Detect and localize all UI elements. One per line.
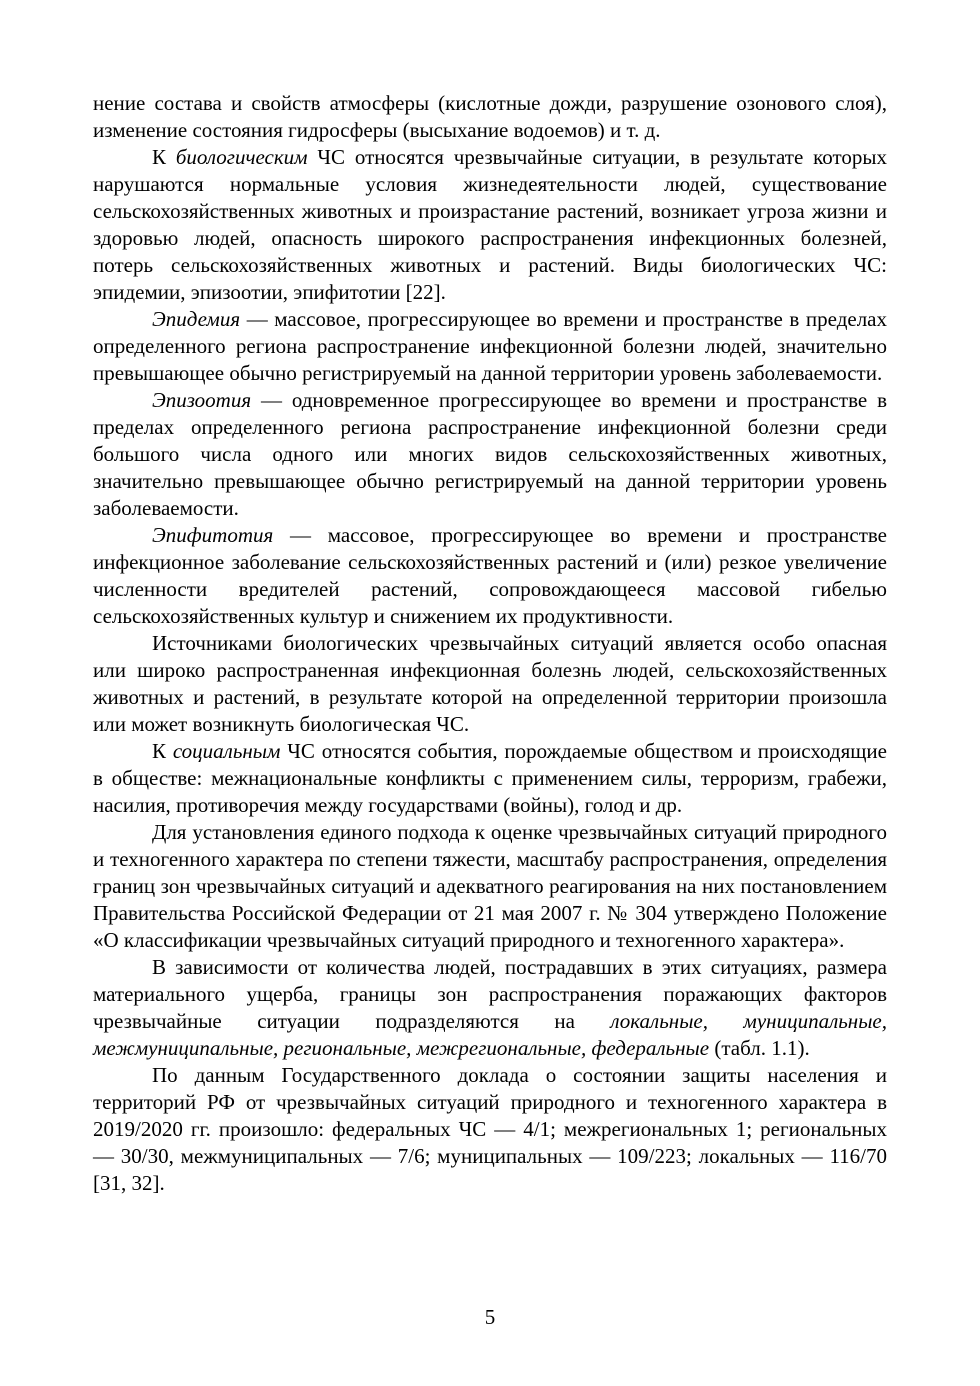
- page-number: 5: [484, 1305, 496, 1329]
- term-epidemic: Эпидемия: [152, 307, 241, 331]
- paragraph-biological-es: К биологическим ЧС относятся чрезвычайные ситуации, в результате которых нарушаются нормальные условия жизнедеятельности людей, существование сельскохозяйственных животных и произрастание растений, возникает угроза жизни и здоровью людей, опасность широкого распространения инфекционных болезней, потерь сельскохозяйственных животных и растений. Виды биологических ЧС: эпидемии, эпизоотии, эпифитотии [22].: [93, 145, 887, 304]
- document-page: [93, 90, 887, 1197]
- term-epizootic: Эпизоотия: [152, 388, 252, 412]
- term-categories: локальные, муниципальные, межмуниципальные, региональные, межрегиональные, федеральные: [93, 1009, 887, 1060]
- paragraph-atmosphere-continuation: нение состава и свойств атмосферы (кислотные дожди, разрушение озонового слоя), изменение состояния гидросферы (высыхание водоемов) и т. д.: [93, 91, 887, 142]
- paragraph-classification-regulation: Для установления единого подхода к оценке чрезвычайных ситуаций природного и техногенного характера по степени тяжести, масштабу распространения, определения границ зон чрезвычайных ситуаций и адекватного реагирования на них постановлением Правительства Российской Федерации от 21 мая 2007 г. № 304 утверждено Положение «О классификации чрезвычайных ситуаций природного и техногенного характера».: [93, 820, 887, 952]
- paragraph-epizootic: Эпизоотия — одновременное прогрессирующее во времени и пространстве в пределах определенного региона распространение инфекционной болезни среди большого числа одного или многих видов сельскохозяйственных животных, значительно превышающее обычно регистрируемый на данной территории уровень заболеваемости.: [93, 388, 887, 520]
- paragraph-biological-sources: Источниками биологических чрезвычайных ситуаций является особо опасная или широко распространенная инфекционная болезнь людей, сельскохозяйственных животных и растений, в результате которой на определенной территории произошла или может возникнуть биологическая ЧС.: [93, 631, 887, 736]
- paragraph-epidemic: Эпидемия — массовое, прогрессирующее во времени и пространстве в пределах определенного региона распространение инфекционной болезни людей, значительно превышающее обычно регистрируемый на данной территории уровень заболеваемости.: [93, 307, 887, 385]
- paragraph-es-categories: В зависимости от количества людей, пострадавших в этих ситуациях, размера материального ущерба, границы зон распространения поражающих факторов чрезвычайные ситуации подразделяются на локальные, муниципальные, межмуниципальные, региональные, межрегиональные, федеральные (табл. 1.1).: [93, 955, 887, 1060]
- term-social: социальным: [172, 739, 281, 763]
- term-biological: биологическим: [175, 145, 308, 169]
- term-epiphytotic: Эпифитотия: [152, 523, 274, 547]
- paragraph-state-report-statistics: По данным Государственного доклада о состоянии защиты населения и территорий РФ от чрезвычайных ситуаций природного и техногенного характера в 2019/2020 гг. произошло: федеральных ЧС — 4/1; межрегиональных 1; региональных — 30/30, межмуниципальных — 7/6; муниципальных — 109/223; локальных — 116/70 [31, 32].: [93, 1063, 887, 1195]
- paragraph-social-es: К социальным ЧС относятся события, порождаемые обществом и происходящие в обществе: межнациональные конфликты с применением силы, терроризм, грабежи, насилия, противоречия между государствами (войны), голод и др.: [93, 739, 887, 817]
- paragraph-epiphytotic: Эпифитотия — массовое, прогрессирующее во времени и пространстве инфекционное заболевание сельскохозяйственных растений и (или) резкое увеличение численности вредителей растений, сопровождающееся массовой гибелью сельскохозяйственных культур и снижением их продуктивности.: [93, 523, 887, 628]
